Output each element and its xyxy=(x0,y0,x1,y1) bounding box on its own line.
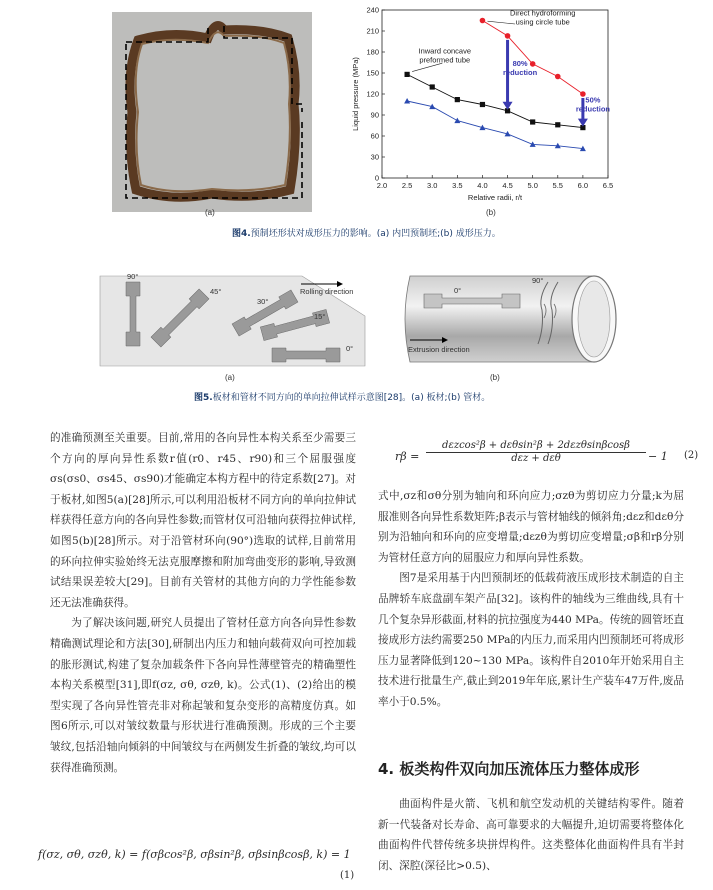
fig4a-label: (a) xyxy=(205,208,215,217)
data-point xyxy=(505,33,511,39)
paragraph-anisotropy: 的准确预测至关重要。目前,常用的各向异性本构关系至少需要三个方向的厚向异性系数r值(r0、r45、r90)和三个屈服强度σs(σs0、σs45、σs90)才能确定本构方程中的待定系数[27]。对于板材,如图5(a)[28]所示,可以利用沿板材不同方向的单向拉伸试样获得任意方向的各向异性参数;而管材仅可沿轴向获得拉伸试样,如图5(b)[28]所示。对于沿管材环向(90°)选取的试样,目前常用的环向拉伸实验始终无法克服摩擦和附加弯曲变形的影响,导致测试结果误差较大[29]。目前有关管材的其他方向的力学性能参数还无法准确获得。 xyxy=(50,432,356,609)
y-tick-label: 60 xyxy=(370,131,379,141)
extrusion-direction-label: Extrusion direction xyxy=(408,345,470,354)
preformed-tube-photo xyxy=(112,12,312,212)
data-point xyxy=(530,119,535,124)
paragraph-curved-parts: 曲面构件是火箭、飞机和航空发动机的关键结构零件。随着新一代装备对长寿命、高可靠要求的大幅提升,迫切需要将整体化曲面构件代替传统多块拼焊构件。这类整体化曲面构件具有半封闭、深腔(深径比>0.5)、 xyxy=(378,798,684,872)
y-tick-label: 0 xyxy=(374,173,379,183)
angle-0-label: 0° xyxy=(346,344,354,353)
x-tick-label: 5.5 xyxy=(552,181,563,190)
equation-2-number: (2) xyxy=(684,450,699,461)
y-tick-label: 30 xyxy=(370,152,379,162)
equation-2-denominator: dεz + dεθ xyxy=(511,453,561,464)
annotation-50-reduction: 50% reduction xyxy=(575,95,611,114)
data-point xyxy=(480,18,486,24)
data-point xyxy=(480,102,485,107)
data-point xyxy=(430,84,435,89)
fig5-caption-text: 板材和管材不同方向的单向拉伸试样示意图[28]。(a) 板材;(b) 管材。 xyxy=(212,393,491,403)
angle-90-label: 90° xyxy=(127,272,139,281)
equation-2-tail: − 1 xyxy=(648,450,668,463)
equation-2-lhs: rβ = xyxy=(395,450,420,463)
fig4-caption-text: 预制坯形状对成形压力的影响。(a) 内凹预制坯;(b) 成形压力。 xyxy=(250,229,501,239)
y-axis-label: Liquid pressure (MPa) xyxy=(351,57,360,131)
angle-45-label: 45° xyxy=(210,287,222,296)
paragraph-testing-method: 为了解决该问题,研究人员提出了管材任意方向各向异性参数精确测试理论和方法[30],研制出内压力和轴向载荷双向可控加载的胀形测试,构建了复杂加载条件下各向异性薄壁管壳的精确塑性本构关系模型[31],即f(σz, σθ, σzθ, k)。公式(1)、(2)给出的模型实现了各向异性管壳非对称起皱和复杂变形的高精度仿真。如图6所示,可以对皱纹数量与形状进行准确预测。形成的三个主要皱纹,包括沿轴向倾斜的中间皱纹与在两侧发生折叠的皱纹,均可以获得准确预测。 xyxy=(50,617,356,774)
y-tick-label: 150 xyxy=(366,68,379,78)
x-tick-label: 3.0 xyxy=(427,181,438,190)
x-tick-label: 6.5 xyxy=(602,181,614,190)
fig4-caption xyxy=(232,226,501,239)
pressure-chart xyxy=(348,2,620,214)
angle-30-label: 30° xyxy=(257,297,269,306)
fig5-caption xyxy=(194,390,490,403)
paragraph-subframe: 图7是采用基于内凹预制坯的低载荷液压成形技术制造的自主品牌轿车底盘副车架产品[32]。该构件的轴线为三维曲线,具有十几个复杂异形截面,材料的抗拉强度为440 MPa。传统的圆管坯直接成形方法约需要250 MPa的内压力,而采用内凹预制坯可将成形压力显著降低到120~130 MPa。该构件自2010年开始采用自主技术进行批量生产,截止到2019年年底,累计生产装车47万件,废品率小于0.5%。 xyxy=(378,572,684,708)
tube-angle-0-label: 0° xyxy=(454,286,462,295)
sheet-specimens-diagram xyxy=(97,268,367,368)
x-tick-label: 6.0 xyxy=(577,181,589,190)
right-column xyxy=(378,486,684,713)
equation-2-numerator: dεzcos²β + dεθsin²β + 2dεzθsinβcosβ xyxy=(426,440,646,453)
tube-specimens-diagram xyxy=(398,268,628,368)
x-tick-label: 2.0 xyxy=(376,181,388,190)
y-tick-label: 240 xyxy=(366,5,379,15)
right-column-bottom xyxy=(378,794,684,876)
annotation-direct-hydroforming: Direct hydroforming using circle tube xyxy=(509,8,576,27)
equation-1: f(σz, σθ, σzθ, k) = f(σβcos²β, σβsin²β, σβsinβcosβ, k) = 1 xyxy=(38,848,351,861)
fig5a-label: (a) xyxy=(225,373,235,382)
fig5b-label: (b) xyxy=(490,373,500,382)
x-tick-label: 3.5 xyxy=(452,181,463,190)
annotation-80-reduction: 80% reduction xyxy=(503,59,538,77)
data-point xyxy=(530,61,536,67)
x-tick-label: 4.0 xyxy=(477,181,488,190)
y-tick-label: 210 xyxy=(366,26,379,36)
x-tick-label: 2.5 xyxy=(401,181,413,190)
plot-frame xyxy=(382,10,608,178)
rolling-direction-label: Rolling direction xyxy=(300,287,354,296)
equation-1-number: (1) xyxy=(340,870,355,881)
y-tick-label: 90 xyxy=(370,110,379,120)
x-axis-label: Relative radii, r/t xyxy=(467,193,523,202)
paragraph-symbols: 式中,σz和σθ分别为轴向和环向应力;σzθ为剪切应力分量;k为屈服准则各向异性系数矩阵;β表示与管材轴线的倾斜角;dεz和dεθ分别为沿轴向和环向的应变增量;dεzθ为剪切应变增量;σβ和rβ分别为管材任意方向的屈服应力和厚向异性系数。 xyxy=(378,490,684,564)
tube-angle-90-label: 90° xyxy=(532,276,544,285)
fig4b-label: (b) xyxy=(486,208,496,217)
data-point xyxy=(405,72,410,77)
fig4-caption-num: 图4. xyxy=(232,229,251,239)
data-point xyxy=(555,122,560,127)
equation-2-fraction xyxy=(426,440,646,464)
x-tick-label: 4.5 xyxy=(502,181,513,190)
angle-15-label: 15° xyxy=(314,312,326,321)
left-column xyxy=(50,428,356,778)
data-point xyxy=(455,97,460,102)
section-heading: 4. 板类构件双向加压流体压力整体成形 xyxy=(378,760,640,778)
x-tick-label: 5.0 xyxy=(527,181,538,190)
annotation-inward-concave: Inward concave preformed tube xyxy=(418,46,472,65)
y-tick-label: 120 xyxy=(366,89,379,99)
data-point xyxy=(555,74,561,80)
fig5-caption-num: 图5. xyxy=(194,393,213,403)
y-tick-label: 180 xyxy=(366,47,379,57)
